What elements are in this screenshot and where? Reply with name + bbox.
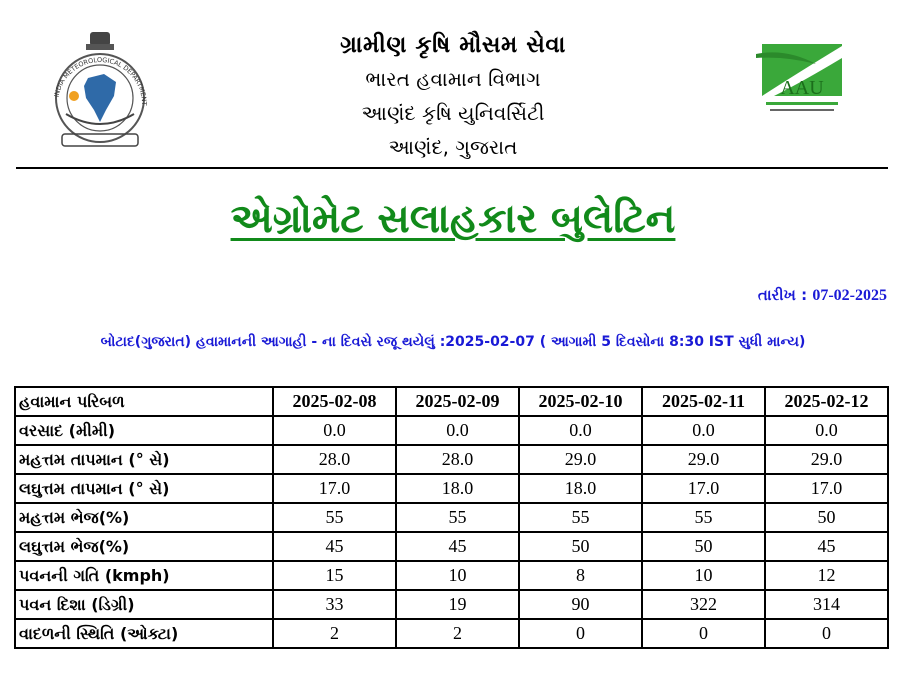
- cell-value: 50: [642, 532, 765, 561]
- cell-value: 17.0: [642, 474, 765, 503]
- date-value: 07-02-2025: [812, 287, 887, 304]
- cell-value: 10: [396, 561, 519, 590]
- cell-value: 15: [273, 561, 396, 590]
- cell-value: 314: [765, 590, 888, 619]
- cell-value: 0.0: [519, 416, 642, 445]
- header-parameter: હવામાન પરિબળ: [15, 387, 273, 416]
- cell-value: 45: [396, 532, 519, 561]
- cell-value: 0: [765, 619, 888, 648]
- row-label: મહત્તમ ભેજ(%): [15, 503, 273, 532]
- table-row: [15, 619, 888, 648]
- location-line: આણંદ, ગુજરાત: [388, 135, 518, 159]
- imd-emblem-logo: [44, 26, 156, 150]
- cell-value: 0: [642, 619, 765, 648]
- cell-value: 55: [642, 503, 765, 532]
- cell-value: 50: [519, 532, 642, 561]
- row-label: પવનની ગતિ (kmph): [15, 561, 273, 590]
- weather-forecast-table: [14, 386, 889, 649]
- cell-value: 12: [765, 561, 888, 590]
- svg-text:INDIA METEOROLOGICAL DEPARTMEN: INDIA METEOROLOGICAL DEPARTMENT: [52, 55, 149, 106]
- row-label: લઘુત્તમ ભેજ(%): [15, 532, 273, 561]
- cell-value: 0.0: [396, 416, 519, 445]
- header-date: 2025-02-10: [519, 387, 642, 416]
- cell-value: 55: [396, 503, 519, 532]
- cell-value: 2: [273, 619, 396, 648]
- cell-value: 55: [273, 503, 396, 532]
- cell-value: 28.0: [273, 445, 396, 474]
- cell-value: 90: [519, 590, 642, 619]
- header-date: 2025-02-08: [273, 387, 396, 416]
- row-label: પવન દિશા (ડિગ્રી): [15, 590, 273, 619]
- table-row: [15, 503, 888, 532]
- cell-value: 29.0: [519, 445, 642, 474]
- table-row: [15, 474, 888, 503]
- cell-value: 55: [519, 503, 642, 532]
- header-date: 2025-02-11: [642, 387, 765, 416]
- university-line: આણંદ કૃષિ યુનિવર્સિટી: [361, 101, 545, 125]
- cell-value: 0.0: [765, 416, 888, 445]
- cell-value: 28.0: [396, 445, 519, 474]
- cell-value: 50: [765, 503, 888, 532]
- table-row: [15, 445, 888, 474]
- cell-value: 18.0: [396, 474, 519, 503]
- header-divider: [16, 167, 888, 169]
- row-label: વરસાદ (મીમી): [15, 416, 273, 445]
- cell-value: 2: [396, 619, 519, 648]
- aau-leaf-logo: [756, 44, 848, 120]
- bulletin-header: [0, 0, 906, 170]
- cell-value: 17.0: [273, 474, 396, 503]
- cell-value: 10: [642, 561, 765, 590]
- row-label: મહત્તમ તાપમાન (° સે): [15, 445, 273, 474]
- table-row: [15, 590, 888, 619]
- row-label: લઘુત્તમ તાપમાન (° સે): [15, 474, 273, 503]
- cell-value: 18.0: [519, 474, 642, 503]
- row-label: વાદળની સ્થિતિ (ઓક્ટા): [15, 619, 273, 648]
- bulletin-date: [758, 286, 887, 305]
- cell-value: 29.0: [765, 445, 888, 474]
- cell-value: 29.0: [642, 445, 765, 474]
- cell-value: 33: [273, 590, 396, 619]
- header-date: 2025-02-09: [396, 387, 519, 416]
- cell-value: 45: [273, 532, 396, 561]
- cell-value: 322: [642, 590, 765, 619]
- cell-value: 0: [519, 619, 642, 648]
- date-label: તારીખ :: [757, 286, 808, 304]
- service-title: ગ્રામીણ કૃષિ મૌસમ સેવા: [340, 32, 566, 58]
- table-header-row: [15, 387, 888, 416]
- forecast-info: બોટાદ(ગુજરાત) હવામાનની આગાહી - ના દિવસે રજૂ થયેલું :2025-02-07 ( આગામી 5 દિવસોના 8:30 IST સુધી માન્ય): [100, 334, 806, 350]
- cell-value: 0.0: [273, 416, 396, 445]
- header-text-block: [200, 28, 706, 164]
- table-row: [15, 561, 888, 590]
- cell-value: 45: [765, 532, 888, 561]
- aau-logo-text: AAU: [780, 77, 824, 99]
- cell-value: 19: [396, 590, 519, 619]
- bulletin-title: એગ્રોમેટ સલાહકાર બુલેટિન: [230, 196, 676, 242]
- table-row: [15, 416, 888, 445]
- department-line: ભારત હવામાન વિભાગ: [365, 67, 541, 91]
- cell-value: 17.0: [765, 474, 888, 503]
- table-row: [15, 532, 888, 561]
- cell-value: 8: [519, 561, 642, 590]
- header-date: 2025-02-12: [765, 387, 888, 416]
- cell-value: 0.0: [642, 416, 765, 445]
